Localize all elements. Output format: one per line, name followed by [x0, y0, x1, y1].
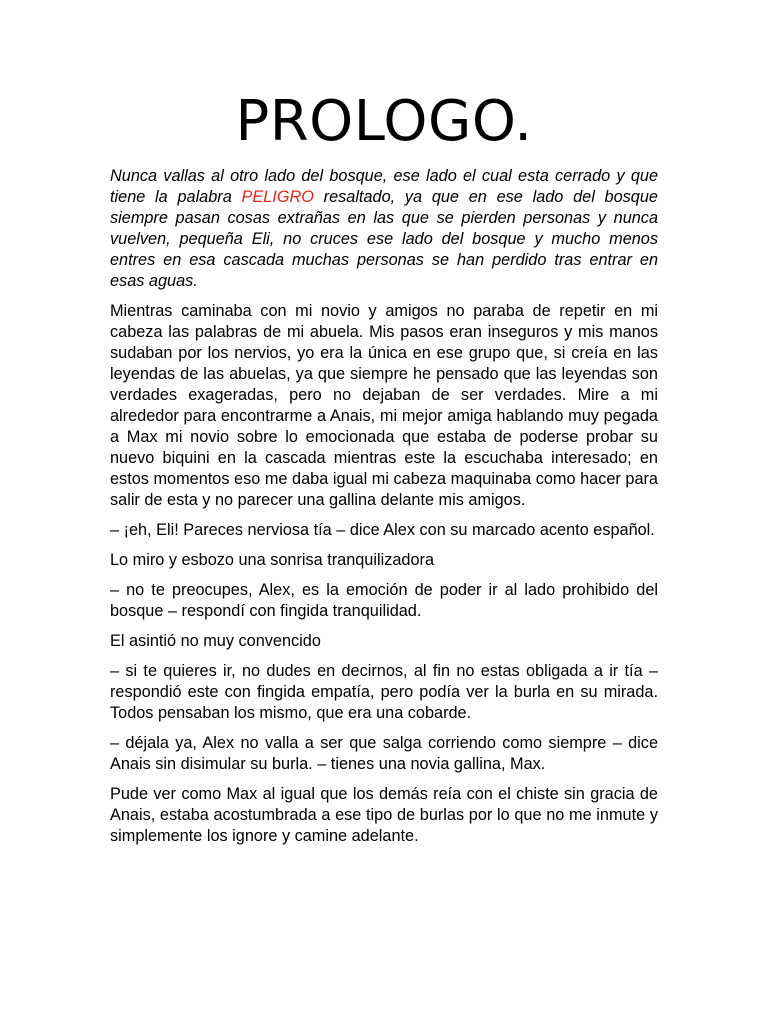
body-paragraph-4: – no te preocupes, Alex, es la emoción de poder ir al lado prohibido del bosque – respondí con fingida tranquilidad. — [110, 581, 658, 620]
page-title: PROLOGO. — [235, 89, 533, 154]
body-paragraph-5: El asintió no muy convencido — [110, 632, 321, 650]
intro-paragraph — [110, 166, 658, 292]
body-paragraph-1: Mientras caminaba con mi novio y amigos no paraba de repetir en mi cabeza las palabras de mi abuela. Mis pasos eran inseguros y mis manos sudaban por los nervios, yo era la única en ese grupo que, si creía en las leyendas de las abuelas, ya que siempre he pensado que las leyendas son verdades exageradas, pero no dejaban de ser verdades. Mire a mi alrededor para encontrarme a Anais, mi mejor amiga hablando muy pegada a Max mi novio sobre lo emocionada que estaba de poderse probar su nuevo biquini en la cascada mientras este la escuchaba interesado; en estos momentos eso me daba igual mi cabeza maquinaba como hacer para salir de esta y no parecer una gallina delante mis amigos. — [110, 302, 658, 509]
body-paragraph-8: Pude ver como Max al igual que los demás reía con el chiste sin gracia de Anais, estaba acostumbrada a ese tipo de burlas por lo que no me inmute y simplemente los ignore y camine adelante. — [110, 785, 658, 845]
intro-text-after: resaltado, ya que en ese lado del bosque siempre pasan cosas extrañas en las que se pierden personas y nunca vuelven, pequeña Eli, no cruces ese lado del bosque y mucho menos entres en esa cascada muchas personas se han perdido tras entrar en esas aguas. — [110, 188, 658, 290]
body-paragraph-6: – si te quieres ir, no dudes en decirnos, al fin no estas obligada a ir tía – respondió este con fingida empatía, pero podía ver la burla en su mirada. Todos pensaban los mismo, que era una cobarde. — [110, 662, 658, 722]
document-page — [110, 82, 658, 856]
body-paragraph-2: – ¡eh, Eli! Pareces nerviosa tía – dice Alex con su marcado acento español. — [110, 521, 655, 539]
intro-text-before: Nunca vallas al otro lado del bosque, ese lado el cual esta cerrado y que tiene la palabra — [110, 167, 658, 206]
body-paragraph-3: Lo miro y esbozo una sonrisa tranquilizadora — [110, 551, 434, 569]
danger-word: PELIGRO — [241, 188, 314, 206]
body-paragraph-7: – déjala ya, Alex no valla a ser que salga corriendo como siempre – dice Anais sin disimular su burla. – tienes una novia gallina, Max. — [110, 734, 658, 773]
